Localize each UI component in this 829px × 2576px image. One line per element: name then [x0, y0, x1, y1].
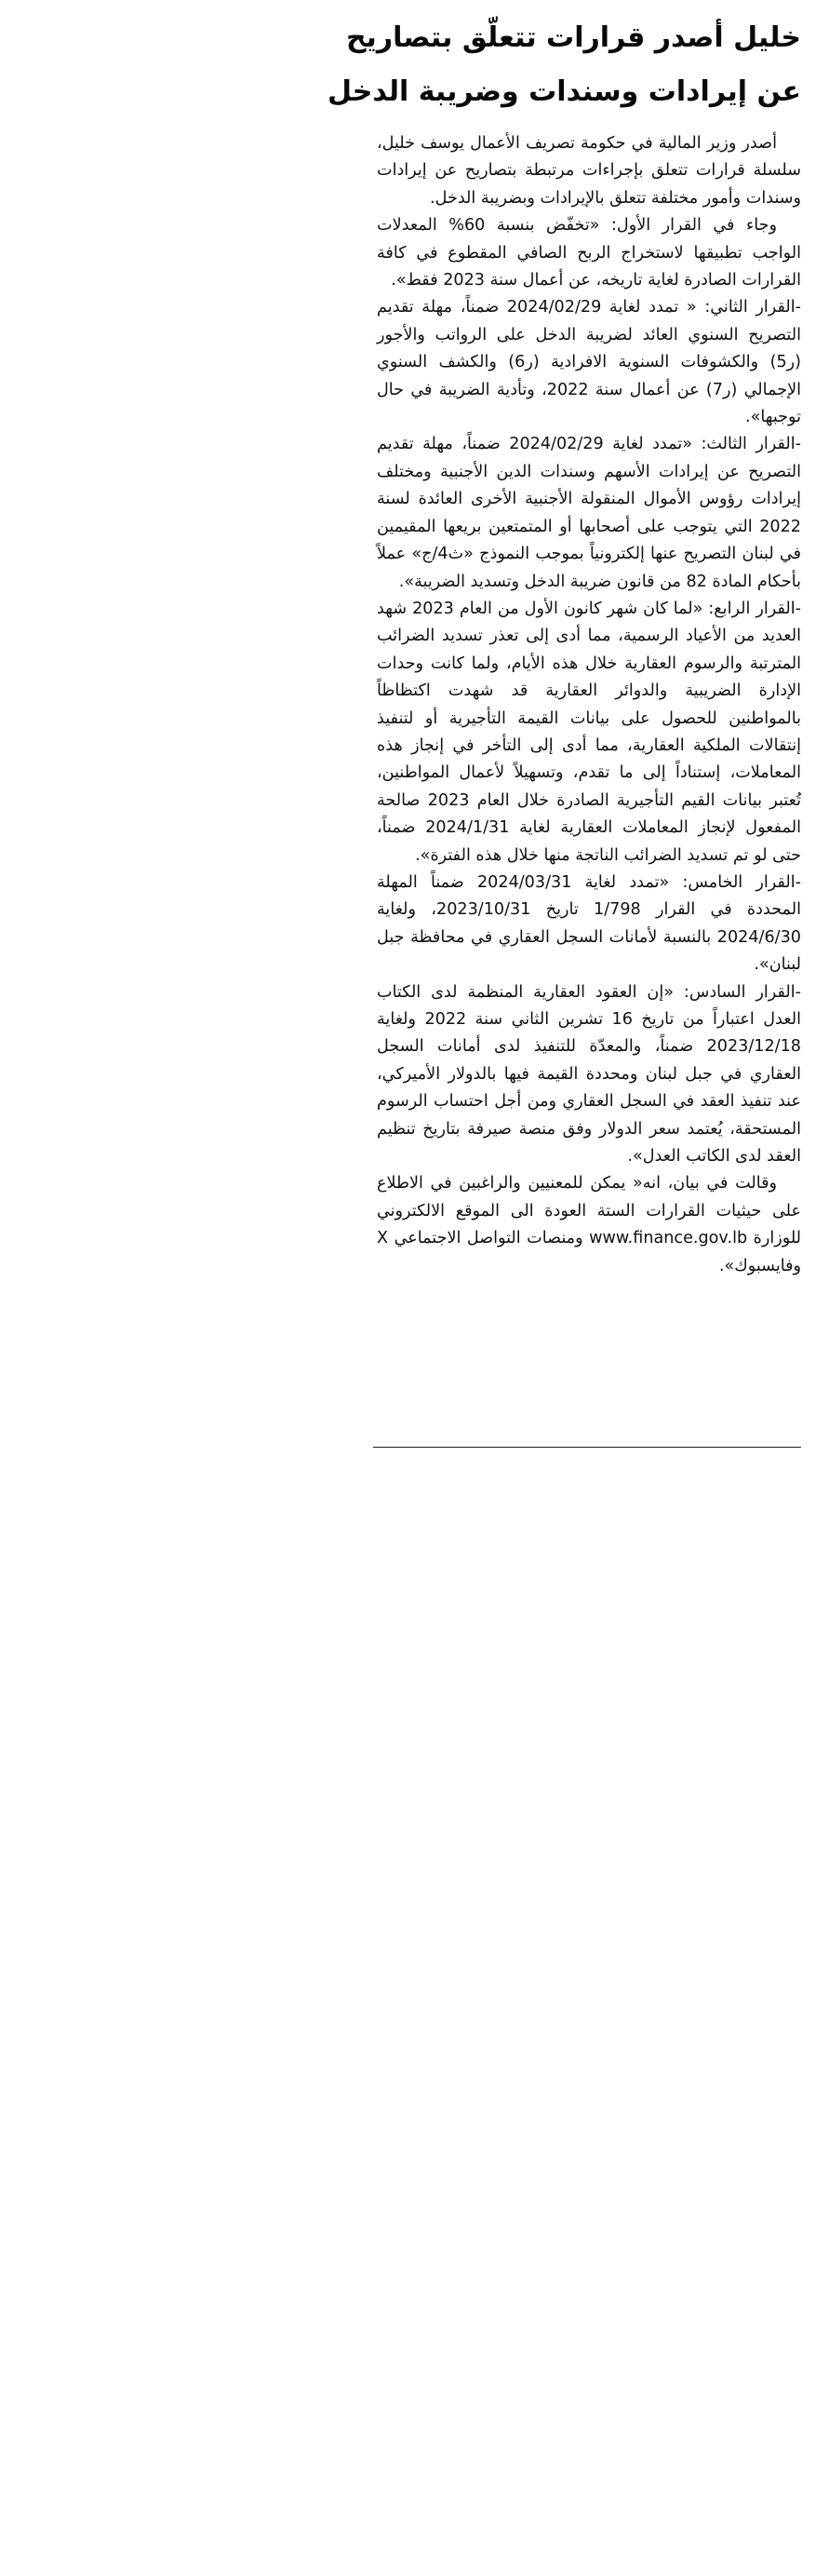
paragraph-decision-3: -القرار الثالث: «تمدد لغاية 2024/02/29 ضمناً، مهلة تقديم التصريح عن إيرادات الأسهم وسندات الدين الأجنبية ومختلف إيرادات رؤوس الأموال المنقولة الأجنبية الأخرى العائدة لسنة 2022 التي يتوجب على أصحابها أو المتمتعين بريعها المقيمين في لبنان التصريح عنها إلكترونياً بموجب النموذج «ث4/ج» عملاً بأحكام المادة 82 من قانون ضريبة الدخل وتسديد الضريبة». [377, 435, 801, 591]
bottom-divider [373, 1447, 801, 1448]
headline-line-2: عن إيرادات وسندات وضريبة الدخل [327, 75, 801, 108]
article-headline [327, 11, 801, 119]
paragraph-intro: أصدر وزير المالية في حكومة تصريف الأعمال يوسف خليل، سلسلة قرارات تتعلق بإجراءات مرتبطة بتصاريح عن إيرادات وسندات وأمور مختلفة تتعلق بالإيرادات وبضريبة الدخل. [377, 134, 801, 208]
paragraph-decision-2: -القرار الثاني: « تمدد لغاية 2024/02/29 ضمناً، مهلة تقديم التصريح السنوي العائد لضريبة الدخل على الرواتب والأجور (ر5) والكشوفات السنوية الافرادية (ر6) والكشف السنوي الإجمالي (ر7) عن أعمال سنة 2022، وتأدية الضريبة في حال توجبها». [377, 298, 802, 427]
paragraph-decision-5: -القرار الخامس: «تمدد لغاية 2024/03/31 ضمناً المهلة المحددة في القرار 1/798 تاريخ 2023/10/31، ولغاية 2024/6/30 بالنسبة لأمانات السجل العقاري في محافظة جبل لبنان». [377, 872, 801, 975]
article-body [377, 130, 801, 1280]
paragraph-decision-1: وجاء في القرار الأول: «تخفّض بنسبة 60% المعدلات الواجب تطبيقها لاستخراج الربح الصافي المقطوع في كافة القرارات الصادرة لغاية تاريخه، عن أعمال سنة 2023 فقط». [377, 216, 801, 290]
paragraph-decision-4: -القرار الرابع: «لما كان شهر كانون الأول من العام 2023 شهد العديد من الأعياد الرسمية، مما أدى إلى تعذر تسديد الضرائب المترتبة والرسوم العقارية خلال هذه الأيام، ولما كانت وحدات الإدارة الضريبية والدوائر العقارية قد شهدت اكتظاظاً بالمواطنين للحصول على بيانات القيمة التأجيرية أو لتنفيذ إنتقالات الملكية العقارية، مما أدى إلى التأخر في إنجاز هذه المعاملات، إستناداً إلى ما تقدم، وتسهيلاً لأعمال المواطنين، تُعتبر بيانات القيم التأجيرية الصادرة خلال العام 2023 صالحة المفعول لإنجاز المعاملات العقارية لغاية 2024/1/31 ضمناً، حتى لو تم تسديد الضرائب الناتجة منها خلال هذه الفترة». [377, 599, 801, 865]
closing-text-before-url: وقالت في بيان، انه« يمكن للمعنيين والراغبين في الاطلاع على حيثيات القرارات الستة العودة الى الموقع الالكتروني للوزارة [377, 1174, 802, 1248]
closing-text-after-url: ومنصات التواصل الاجتماعي X وفايسبوك». [377, 1229, 801, 1275]
paragraph-decision-6: -القرار السادس: «إن العقود العقارية المنظمة لدى الكتاب العدل اعتباراً من تاريخ 16 تشرين الثاني سنة 2022 ولغاية 2023/12/18 ضمناً، والمعدّة للتنفيذ لدى أمانات السجل العقاري في جبل لبنان ومحددة القيمة فيها بالدولار الأميركي، عند تنفيذ العقد في السجل العقاري ومن أجل احتساب الرسوم المستحقة، يُعتمد سعر الدولار وفق منصة صيرفة بتاريخ تنظيم العقد لدى الكاتب العدل». [377, 982, 801, 1167]
ministry-website-url: www.finance.gov.lb [589, 1229, 748, 1248]
paragraph-closing [377, 1170, 801, 1280]
headline-line-1: خليل أصدر قرارات تتعلّق بتصاريح [345, 21, 801, 54]
article-page [327, 0, 829, 1460]
